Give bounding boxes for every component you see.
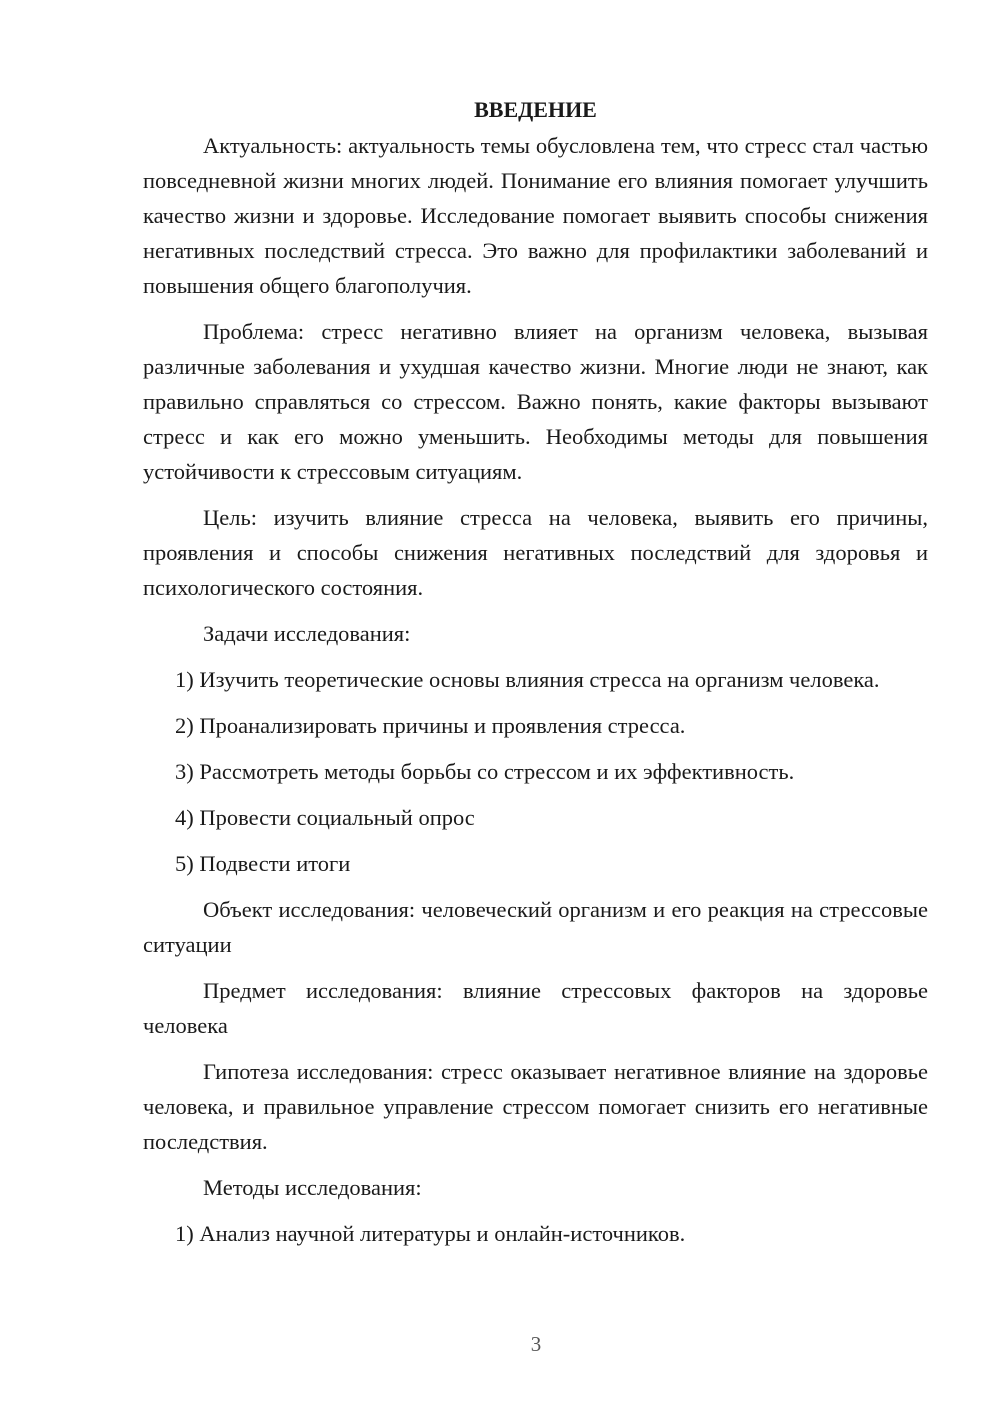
task-item-4: 4) Провести социальный опрос bbox=[175, 805, 475, 830]
task-item-3: 3) Рассмотреть методы борьбы со стрессом и их эффективность. bbox=[175, 759, 795, 784]
relevance-paragraph: Актуальность: актуальность темы обусловлена тем, что стресс стал частью повседневной жизни многих людей. Понимание его влияния помогает улучшить качество жизни и здоровье. Исследование помогает выявить способы снижения негативных последствий стресса. Это важно для профилактики заболеваний и повышения общего благополучия. bbox=[143, 133, 928, 298]
problem-paragraph: Проблема: стресс негативно влияет на организм человека, вызывая различные заболевания и ухудшая качество жизни. Многие люди не знают, как правильно справляться со стрессом. Важно понять, какие факторы вызывают стресс и как его можно уменьшить. Необходимы методы для повышения устойчивости к стрессовым ситуациям. bbox=[143, 319, 928, 484]
task-item-2: 2) Проанализировать причины и проявления стресса. bbox=[175, 713, 686, 738]
task-item-5: 5) Подвести итоги bbox=[175, 851, 351, 876]
goal-paragraph: Цель: изучить влияние стресса на человека, выявить его причины, проявления и способы снижения негативных последствий для здоровья и психологического состояния. bbox=[143, 505, 928, 600]
task-item-1: 1) Изучить теоретические основы влияния стресса на организм человека. bbox=[175, 667, 880, 692]
object-paragraph: Объект исследования: человеческий организм и его реакция на стрессовые ситуации bbox=[143, 897, 928, 957]
methods-heading: Методы исследования: bbox=[203, 1175, 422, 1200]
subject-paragraph: Предмет исследования: влияние стрессовых факторов на здоровье человека bbox=[143, 978, 928, 1038]
method-item-1: 1) Анализ научной литературы и онлайн-источников. bbox=[175, 1221, 686, 1246]
hypothesis-paragraph: Гипотеза исследования: стресс оказывает негативное влияние на здоровье человека, и правильное управление стрессом помогает снизить его негативные последствия. bbox=[143, 1059, 928, 1154]
document-page bbox=[143, 92, 928, 1251]
section-heading: ВВЕДЕНИЕ bbox=[474, 97, 597, 122]
page-number: 3 bbox=[530, 1332, 542, 1356]
tasks-heading: Задачи исследования: bbox=[203, 621, 411, 646]
